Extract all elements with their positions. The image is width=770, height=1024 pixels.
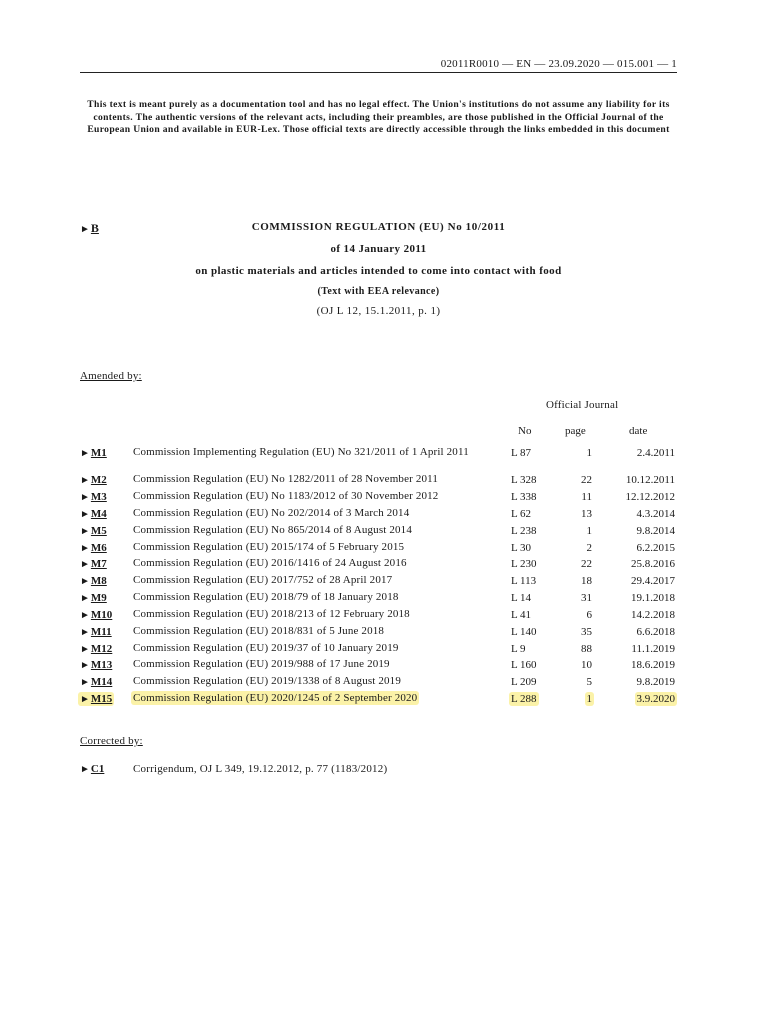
amendment-link[interactable]: M12 [90, 643, 113, 655]
corrigendum-marker[interactable] [80, 763, 104, 775]
oj-date-value: 9.8.2014 [636, 525, 675, 537]
amendment-description: Commission Regulation (EU) No 202/2014 of 3 March 2014 [133, 507, 410, 519]
regulation-date: of 14 January 2011 [330, 243, 427, 255]
oj-date-value: 9.8.2019 [636, 676, 675, 688]
pointer-arrow-icon: ► [80, 543, 90, 554]
pointer-arrow-icon: ► [80, 475, 90, 486]
oj-reference: (OJ L 12, 15.1.2011, p. 1) [316, 305, 441, 317]
pointer-arrow-icon: ► [80, 526, 90, 537]
regulation-title-block [80, 221, 677, 317]
pointer-arrow-icon: ► [80, 492, 90, 503]
oj-page-value: 6 [586, 609, 592, 621]
oj-page [542, 542, 592, 554]
oj-number [511, 592, 531, 604]
amendment-description: Commission Regulation (EU) 2019/988 of 17 June 2019 [133, 658, 390, 670]
oj-date-value: 3.9.2020 [636, 693, 675, 705]
oj-page [542, 659, 592, 671]
amendment-marker[interactable] [78, 692, 114, 706]
amendment-link[interactable]: M1 [90, 447, 107, 459]
amendment-description: Commission Regulation (EU) No 1282/2011 of 28 November 2011 [133, 473, 439, 485]
amendment-description: Commission Regulation (EU) 2018/213 of 12 February 2018 [133, 608, 410, 620]
amendment-marker[interactable] [80, 609, 112, 621]
amendment-row [80, 558, 680, 574]
amendment-description: Commission Regulation (EU) 2019/1338 of 8 August 2019 [133, 675, 401, 687]
oj-number [511, 693, 537, 705]
oj-number [511, 491, 537, 503]
amendment-marker[interactable] [80, 542, 107, 554]
amendment-link[interactable]: M4 [90, 508, 107, 520]
amendment-row [80, 491, 680, 507]
document-reference: 02011R0010 — EN — 23.09.2020 — 015.001 — 1 [440, 58, 677, 70]
oj-page [542, 592, 592, 604]
amendment-marker[interactable] [80, 474, 107, 486]
oj-page-value: 22 [581, 558, 592, 570]
oj-date [598, 558, 675, 570]
pointer-arrow-icon: ► [80, 660, 90, 671]
oj-page [542, 491, 592, 503]
oj-date [598, 659, 675, 671]
pointer-arrow-icon: ► [80, 764, 90, 775]
oj-page [542, 676, 592, 688]
oj-date [598, 447, 675, 459]
oj-date [598, 575, 675, 587]
amendment-marker[interactable] [80, 575, 107, 587]
corrigendum-description: Corrigendum, OJ L 349, 19.12.2012, p. 77 (1183/2012) [133, 763, 388, 775]
amendment-description: Commission Regulation (EU) 2017/752 of 28 April 2017 [133, 574, 393, 586]
oj-number-value: L 9 [511, 643, 526, 655]
oj-date-value: 25.8.2016 [631, 558, 675, 570]
oj-number-value: L 41 [511, 609, 532, 621]
amendment-link[interactable]: M10 [90, 609, 113, 621]
pointer-arrow-icon: ► [80, 448, 90, 459]
pointer-arrow-icon: ► [80, 677, 90, 688]
amendment-row [80, 542, 680, 558]
oj-page [542, 643, 592, 655]
pointer-arrow-icon: ► [80, 576, 90, 587]
oj-number [511, 575, 536, 587]
oj-date-value: 14.2.2018 [631, 609, 675, 621]
oj-number [511, 626, 537, 638]
oj-number [511, 676, 537, 688]
oj-date-value: 4.3.2014 [636, 508, 675, 520]
pointer-arrow-icon: ► [80, 509, 90, 520]
amendment-link[interactable]: M7 [90, 558, 107, 570]
oj-date-value: 29.4.2017 [631, 575, 675, 587]
oj-page-value: 31 [581, 592, 592, 604]
oj-number-value: L 14 [511, 592, 532, 604]
amendment-marker[interactable] [80, 592, 107, 604]
amendment-marker[interactable] [80, 447, 107, 459]
oj-page-value: 35 [581, 626, 592, 638]
oj-page [542, 626, 592, 638]
amendment-row [80, 609, 680, 625]
amendment-link[interactable]: M5 [90, 525, 107, 537]
oj-page-value: 2 [586, 542, 592, 554]
amendment-row [80, 693, 680, 709]
oj-number-value: L 328 [511, 474, 537, 486]
oj-date [598, 676, 675, 688]
pointer-arrow-icon: ► [80, 224, 90, 235]
amendment-marker[interactable] [80, 659, 112, 671]
oj-date-value: 19.1.2018 [631, 592, 675, 604]
amendment-link[interactable]: M13 [90, 659, 113, 671]
amendment-link[interactable]: M2 [90, 474, 107, 486]
column-header-date: date [629, 425, 648, 437]
oj-date [598, 474, 675, 486]
amendment-marker[interactable] [80, 558, 107, 570]
oj-number [511, 542, 531, 554]
amendment-row [80, 676, 680, 692]
oj-page-value: 1 [586, 525, 592, 537]
oj-date [598, 542, 675, 554]
amendment-row [80, 659, 680, 675]
oj-date [598, 592, 675, 604]
column-header-no: No [518, 425, 532, 437]
amendment-link[interactable]: M9 [90, 592, 107, 604]
pointer-arrow-icon: ► [80, 694, 90, 705]
oj-page [542, 609, 592, 621]
amendment-link[interactable]: M11 [90, 626, 112, 638]
amendment-description: Commission Implementing Regulation (EU) No 321/2011 of 1 April 2011 [133, 446, 469, 458]
base-act-link[interactable]: B [90, 221, 99, 235]
oj-page-value: 88 [581, 643, 592, 655]
official-journal-header: Official Journal [546, 399, 619, 411]
eea-relevance: (Text with EEA relevance) [317, 286, 440, 297]
oj-date-value: 12.12.2012 [625, 491, 675, 503]
corrigendum-row [80, 763, 388, 775]
amendment-row [80, 626, 680, 642]
amendment-marker[interactable] [80, 643, 112, 655]
pointer-arrow-icon: ► [80, 610, 90, 621]
amendment-link[interactable]: M8 [90, 575, 107, 587]
oj-number [511, 447, 531, 459]
oj-number-value: L 62 [511, 508, 532, 520]
oj-page [542, 558, 592, 570]
oj-page-value: 22 [581, 474, 592, 486]
amendment-marker[interactable] [80, 626, 112, 638]
oj-page-value: 1 [586, 693, 592, 705]
pointer-arrow-icon: ► [80, 627, 90, 638]
pointer-arrow-icon: ► [80, 644, 90, 655]
amendment-row [80, 474, 680, 490]
oj-date-value: 18.6.2019 [631, 659, 675, 671]
amendment-link[interactable]: M3 [90, 491, 107, 503]
oj-page [542, 508, 592, 520]
oj-number [511, 659, 537, 671]
amendment-row [80, 592, 680, 608]
regulation-title: COMMISSION REGULATION (EU) No 10/2011 [251, 221, 506, 233]
amendment-description-text: Commission Regulation (EU) 2020/1245 of 2 September 2020 [133, 692, 418, 704]
header-divider [80, 72, 677, 73]
oj-date [598, 525, 675, 537]
oj-date-value: 6.2.2015 [636, 542, 675, 554]
oj-number-value: L 30 [511, 542, 532, 554]
oj-date [598, 693, 675, 705]
amendment-link[interactable]: M14 [90, 676, 113, 688]
pointer-arrow-icon: ► [80, 593, 90, 604]
amendment-description: Commission Regulation (EU) 2016/1416 of 24 August 2016 [133, 557, 407, 569]
amendment-description: Commission Regulation (EU) 2018/831 of 5 June 2018 [133, 625, 385, 637]
oj-page-value: 18 [581, 575, 592, 587]
amendment-row [80, 575, 680, 591]
amendment-description: Commission Regulation (EU) No 865/2014 of 8 August 2014 [133, 524, 412, 536]
oj-number-value: L 87 [511, 447, 532, 459]
oj-number [511, 558, 537, 570]
oj-number-value: L 160 [511, 659, 537, 671]
oj-number [511, 525, 537, 537]
oj-page-value: 10 [581, 659, 592, 671]
oj-page-value: 5 [586, 676, 592, 688]
amendment-description [133, 693, 417, 704]
oj-date [598, 508, 675, 520]
oj-date [598, 643, 675, 655]
amendment-description: Commission Regulation (EU) 2018/79 of 18 January 2018 [133, 591, 399, 603]
oj-number [511, 643, 526, 655]
pointer-arrow-icon: ► [80, 559, 90, 570]
legal-disclaimer: This text is meant purely as a documentation tool and has no legal effect. The Union's institutions do not assume any liability for its contents. The authentic versions of the relevant acts, including their preambles, are those published in the Official Journal of the European Union and available in EUR-Lex. Those official texts are directly accessible through the links embedded in this document [87, 99, 670, 136]
oj-date-value: 2.4.2011 [636, 447, 675, 459]
oj-number-value: L 288 [511, 693, 537, 705]
oj-number-value: L 338 [511, 491, 537, 503]
amendment-link[interactable]: M15 [90, 693, 113, 705]
oj-number-value: L 238 [511, 525, 537, 537]
oj-number [511, 609, 531, 621]
amendment-marker[interactable] [80, 491, 107, 503]
amendment-row [80, 447, 680, 463]
oj-number [511, 474, 537, 486]
amendment-marker[interactable] [80, 676, 112, 688]
amendment-row [80, 508, 680, 524]
oj-date-value: 11.1.2019 [631, 643, 675, 655]
amendment-description: Commission Regulation (EU) 2015/174 of 5 February 2015 [133, 541, 405, 553]
oj-date [598, 609, 675, 621]
corrigendum-link[interactable]: C1 [90, 763, 105, 775]
amendment-marker[interactable] [80, 508, 107, 520]
amended-by-label: Amended by: [80, 370, 142, 382]
oj-page-value: 11 [581, 491, 592, 503]
amendment-row [80, 643, 680, 659]
oj-page [542, 474, 592, 486]
oj-date-value: 10.12.2011 [625, 474, 675, 486]
corrected-by-label: Corrected by: [80, 735, 143, 747]
oj-page [542, 693, 592, 705]
oj-date-value: 6.6.2018 [636, 626, 675, 638]
column-header-page: page [565, 425, 586, 437]
oj-date [598, 491, 675, 503]
oj-number-value: L 113 [511, 575, 537, 587]
oj-page [542, 447, 592, 459]
oj-page [542, 525, 592, 537]
amendment-description: Commission Regulation (EU) No 1183/2012 of 30 November 2012 [133, 490, 439, 502]
amendment-row [80, 525, 680, 541]
oj-number [511, 508, 531, 520]
amendment-link[interactable]: M6 [90, 542, 107, 554]
oj-number-value: L 230 [511, 558, 537, 570]
oj-number-value: L 209 [511, 676, 537, 688]
oj-page-value: 13 [581, 508, 592, 520]
oj-page [542, 575, 592, 587]
regulation-subject: on plastic materials and articles intended to come into contact with food [195, 265, 562, 277]
oj-number-value: L 140 [511, 626, 537, 638]
oj-page-value: 1 [586, 447, 592, 459]
oj-date [598, 626, 675, 638]
amendment-marker[interactable] [80, 525, 107, 537]
amendment-description: Commission Regulation (EU) 2019/37 of 10 January 2019 [133, 642, 399, 654]
